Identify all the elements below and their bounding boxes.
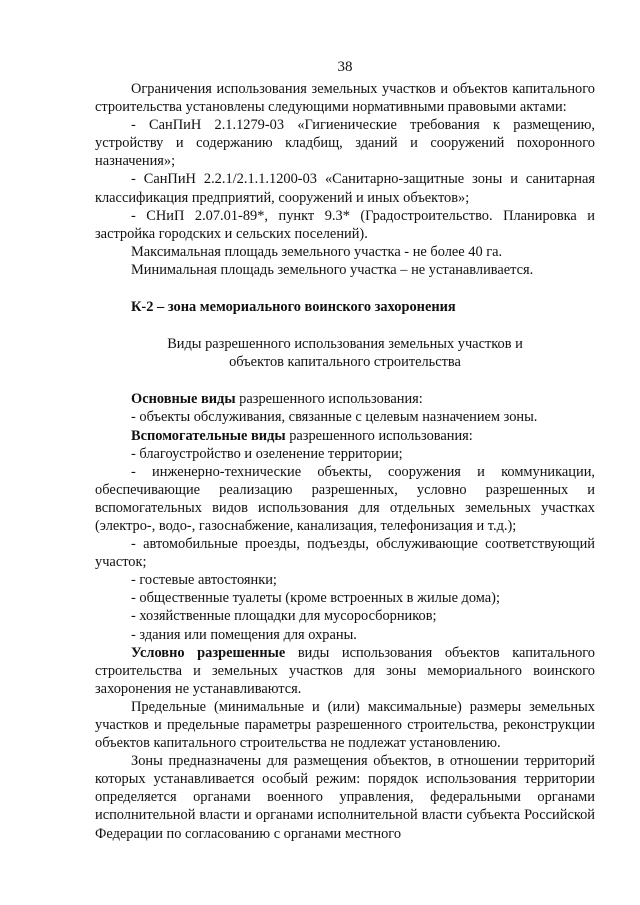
limits-paragraph: Предельные (минимальные и (или) максимальные) размеры земельных участков и предельные параметры разрешенного строительства, реконструкции объектов капитального строительства не подлежат установлению. bbox=[95, 698, 595, 752]
main-uses-bold: Основные виды bbox=[131, 391, 236, 408]
main-uses-rest: разрешенного использования: bbox=[235, 391, 423, 408]
max-area-text: Максимальная площадь земельного участка - не более 40 га. bbox=[131, 243, 503, 260]
restrictions-intro: Ограничения использования земельных участков и объектов капитального строительства установлены следующими нормативными правовыми актами: bbox=[95, 81, 595, 116]
aux-use-item: - здания или помещения для охраны. bbox=[131, 626, 357, 643]
zone-heading: К-2 – зона мемориального воинского захоронения bbox=[131, 299, 456, 316]
main-use-item: - объекты обслуживания, связанные с целевым назначением зоны. bbox=[131, 409, 538, 426]
aux-use-item: - инженерно-технические объекты, сооружения и коммуникации, обеспечивающие реализацию разрешенных, условно разрешенных и вспомогательных видов использования для отдельных земельных участках (электро-, водо-, газоснабжение, канализация, телефонизация и т.д.); bbox=[95, 463, 595, 534]
normative-act-snip: - СНиП 2.07.01-89*, пункт 9.3* (Градостроительство. Планировка и застройка городских и сельских поселений). bbox=[95, 207, 595, 242]
subtitle-line-1: Виды разрешенного использования земельных участков и bbox=[167, 336, 523, 353]
subtitle-line-2: объектов капитального строительства bbox=[229, 354, 461, 371]
section-subtitle bbox=[95, 335, 595, 371]
aux-use-item: - гостевые автостоянки; bbox=[131, 572, 277, 589]
aux-use-item: - хозяйственные площадки для мусоросборников; bbox=[131, 608, 437, 625]
main-uses-label bbox=[95, 390, 595, 408]
aux-use-item: - благоустройство и озеленение территории; bbox=[131, 445, 403, 462]
aux-use-item: - автомобильные проезды, подъезды, обслуживающие соответствующий участок; bbox=[95, 536, 595, 571]
aux-uses-label bbox=[95, 427, 595, 445]
zones-paragraph: Зоны предназначены для размещения объектов, в отношении территорий которых устанавливается особый режим: порядок использования территории определяется органами военного управления, федеральными органами исполнительной власти и органами исполнительной власти субъекта Российской Федерации по согласованию с органами местного bbox=[95, 753, 595, 842]
page-number: 38 bbox=[337, 59, 353, 75]
aux-use-item: - общественные туалеты (кроме встроенных в жилые дома); bbox=[131, 590, 500, 607]
aux-uses-bold: Вспомогательные виды bbox=[131, 427, 286, 444]
conditional-uses bbox=[95, 644, 595, 698]
conditional-uses-rest: виды использования объектов капитального строительства и земельных участков для зоны мемориального воинского захоронения не устанавливаются. bbox=[95, 644, 596, 697]
aux-uses-rest: разрешенного использования: bbox=[285, 427, 473, 444]
conditional-uses-bold: Условно разрешенные bbox=[131, 644, 286, 661]
normative-act-sanpin-1: - СанПиН 2.1.1279-03 «Гигиенические требования к размещению, устройству и содержанию кладбищ, зданий и сооружений похоронного назначения»; bbox=[95, 117, 595, 170]
normative-act-sanpin-2: - СанПиН 2.2.1/2.1.1.1200-03 «Санитарно-защитные зоны и санитарная классификация предприятий, сооружений и иных объектов»; bbox=[95, 171, 595, 206]
min-area-text: Минимальная площадь земельного участка – не устанавливается. bbox=[131, 261, 534, 278]
